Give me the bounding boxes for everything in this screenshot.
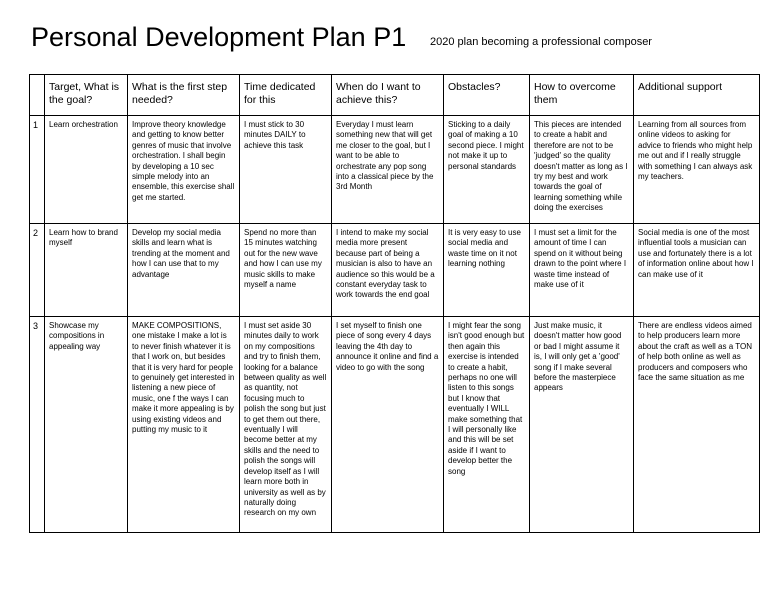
cell-time: I must stick to 30 minutes DAILY to achieve this task xyxy=(240,116,332,224)
page-subtitle: 2020 plan becoming a professional composer xyxy=(430,36,652,48)
row-number: 1 xyxy=(30,116,45,224)
header-support: Additional support xyxy=(634,75,760,116)
table-row xyxy=(30,317,760,533)
cell-obstacles: It is very easy to use social media and waste time on it not learning nothing xyxy=(444,224,530,317)
cell-first-step: MAKE COMPOSITIONS, one mistake I make a lot is to never finish whatever it is that I work on, but besides that it is very hard for people to genuinely get interested in listening a new piece of music, one f the ways I can make it more appealing is by using existing videos and putting my music to it xyxy=(128,317,240,533)
cell-target: Learn how to brand myself xyxy=(45,224,128,317)
cell-when: I set myself to finish one piece of song every 4 days leaving the 4th day to announce it online and find a video to go with the song xyxy=(332,317,444,533)
header-time: Time dedicated for this xyxy=(240,75,332,116)
cell-target: Showcase my compositions in appealing way xyxy=(45,317,128,533)
page-title: Personal Development Plan P1 xyxy=(31,22,407,52)
cell-first-step: Improve theory knowledge and getting to know better genres of music that involve orchestration. I shall begin by developing a 10 sec simple melody into an ensemble, this exercise shall get me started. xyxy=(128,116,240,224)
header-obstacles: Obstacles? xyxy=(444,75,530,116)
cell-time: Spend no more than 15 minutes watching out for the new wave and how I can use my music skills to make myself a name xyxy=(240,224,332,317)
table-header-row xyxy=(30,75,760,116)
cell-first-step: Develop my social media skills and learn what is trending at the moment and how I can use that to my advantage xyxy=(128,224,240,317)
header-target: Target, What is the goal? xyxy=(45,75,128,116)
row-number: 3 xyxy=(30,317,45,533)
cell-support: There are endless videos aimed to help producers learn more about the craft as well as a TON of help both online as well as producers and composers who face the same situation as me xyxy=(634,317,760,533)
cell-obstacles: Sticking to a daily goal of making a 10 second piece. I might not make it up to personal standards xyxy=(444,116,530,224)
cell-support: Social media is one of the most influential tools a musician can use and fortunately there is a lot of information online about how I can make use of it xyxy=(634,224,760,317)
cell-when: Everyday I must learn something new that will get me closer to the goal, but I want to be able to orchestrate any pop song into a classical piece by the 3rd Month xyxy=(332,116,444,224)
cell-overcome: Just make music, it doesn't matter how good or bad I might assume it is, I will only get a 'good' song if I make several before the masterpiece appears xyxy=(530,317,634,533)
cell-obstacles: I might fear the song isn't good enough but then again this exercise is intended to create a habit, perhaps no one will listen to this songs but I know that eventually I WILL make something that I will personally like and this will be set aside if I want to develop better the song xyxy=(444,317,530,533)
cell-time: I must set aside 30 minutes daily to work on my compositions and try to finish them, looking for a balance between quality as well as quantity, not focusing much to polish the song but just to get them out there, eventually I will become better at my skills and the need to polish the songs will develop itself as I will learn more both in university as well as by naturally doing research on my own xyxy=(240,317,332,533)
header-when: When do I want to achieve this? xyxy=(332,75,444,116)
cell-when: I intend to make my social media more present because part of being a musician is also to have an audience so this would be a constant everyday task to work towards the end goal xyxy=(332,224,444,317)
plan-table xyxy=(29,74,760,533)
cell-target: Learn orchestration xyxy=(45,116,128,224)
cell-support: Learning from all sources from online videos to asking for advice to friends who might help me out and if I really struggle with something I can always ask my teachers. xyxy=(634,116,760,224)
header-overcome: How to overcome them xyxy=(530,75,634,116)
cell-overcome: This pieces are intended to create a habit and therefore are not to be 'judged' so the quality doesn't matter as long as I try my best and work towards the goal of learning something while doing the exercises xyxy=(530,116,634,224)
table-row xyxy=(30,224,760,317)
cell-overcome: I must set a limit for the amount of time I can spend on it without being drawn to the point where I waste time instead of make use of it xyxy=(530,224,634,317)
row-number: 2 xyxy=(30,224,45,317)
header-first-step: What is the first step needed? xyxy=(128,75,240,116)
table-row xyxy=(30,116,760,224)
header-number xyxy=(30,75,45,116)
